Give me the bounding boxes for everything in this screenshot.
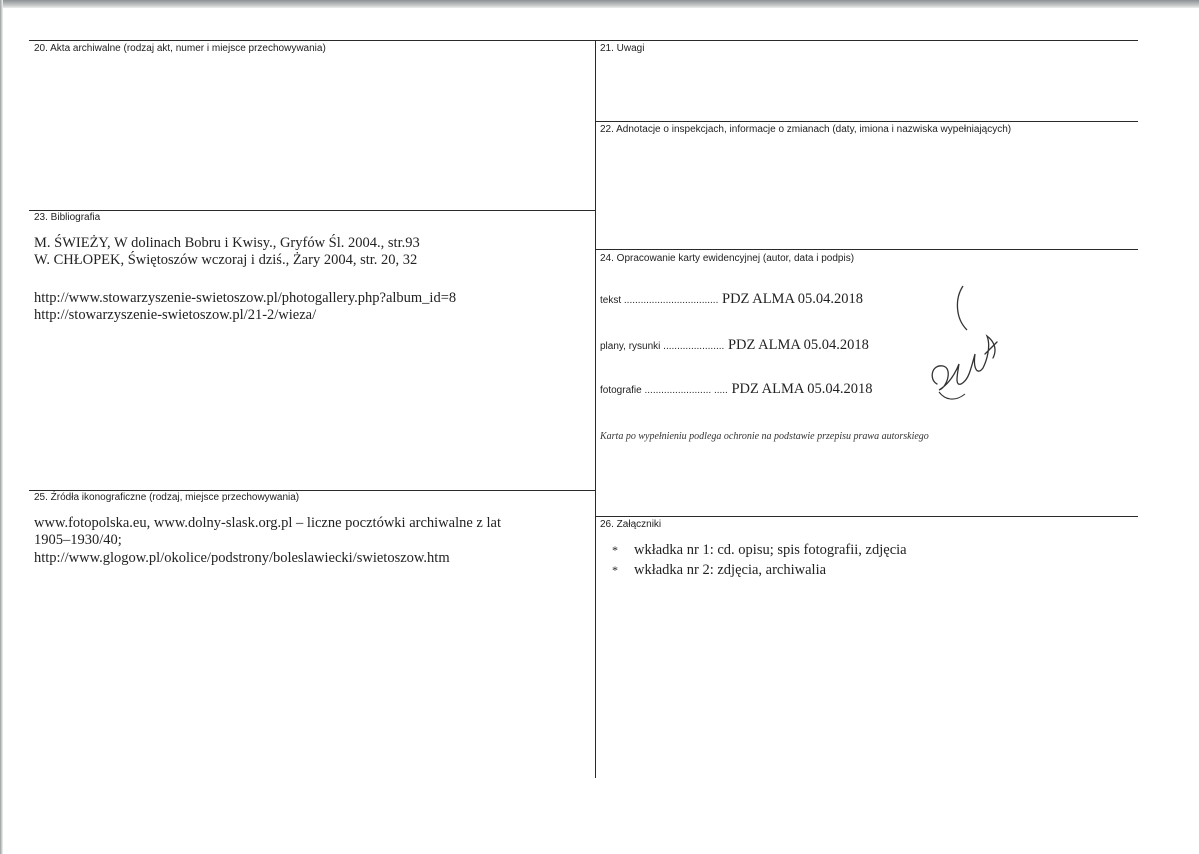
author-row-plany (600, 337, 869, 355)
bibliography-link[interactable]: http://www.stowarzyszenie-swietoszow.pl/photogallery.php?album_id=8 (34, 290, 457, 306)
top-rule (29, 40, 1138, 41)
attachment-item (612, 542, 907, 559)
attachment-item-text: wkładka nr 1: cd. opisu; spis fotografii, zdjęcia (634, 542, 907, 558)
author-row-fotografie (600, 381, 872, 399)
center-divider (595, 40, 596, 778)
author-row-value: PDZ ALMA 05.04.2018 (727, 381, 873, 397)
section-26-label: 26. Załączniki (600, 519, 662, 530)
bibliography-entry: M. ŚWIEŻY, W dolinach Bobru i Kwisy., Gryfów Śl. 2004., str.93 (34, 235, 420, 251)
attachment-item-text: wkładka nr 2: zdjęcia, archiwalia (634, 562, 827, 578)
author-row-dots: ........................ ..... (641, 385, 728, 396)
iconographic-source-line: www.fotopolska.eu, www.dolny-slask.org.pl – liczne pocztówki archiwalne z lat (34, 515, 501, 531)
section-24-label: 24. Opracowanie karty ewidencyjnej (autor, data i podpis) (600, 253, 855, 264)
iconographic-source-line: 1905–1930/40; (34, 532, 122, 548)
author-row-value: PDZ ALMA 05.04.2018 (718, 291, 863, 307)
section-25-label: 25. Źródła ikonograficzne (rodzaj, miejsce przechowywania) (34, 492, 300, 503)
rule-23-25 (29, 490, 595, 491)
bibliography-link[interactable]: http://stowarzyszenie-swietoszow.pl/21-2/wieza/ (34, 307, 317, 323)
rule-24-26 (595, 516, 1138, 517)
iconographic-source-link[interactable]: http://www.glogow.pl/okolice/podstrony/boleslawiecki/swietoszow.htm (34, 550, 450, 566)
scan-edge-left (0, 0, 3, 854)
author-row-key: tekst (600, 295, 622, 306)
author-row-key: plany, rysunki (600, 341, 661, 352)
section-22-label: 22. Adnotacje o inspekcjach, informacje o zmianach (daty, imiona i nazwiska wypełniających) (600, 124, 1012, 135)
rule-22-24 (595, 249, 1138, 250)
author-row-dots: ...................... (660, 341, 725, 352)
bullet-glyph: * (612, 563, 618, 577)
section-20-label: 20. Akta archiwalne (rodzaj akt, numer i miejsce przechowywania) (34, 43, 326, 54)
author-row-dots: .................................. (621, 295, 719, 306)
scan-edge-top (0, 0, 1199, 8)
attachment-item (612, 562, 826, 579)
section-23-label: 23. Bibliografia (34, 212, 101, 223)
author-row-tekst (600, 291, 863, 309)
rule-21-22 (595, 121, 1138, 122)
copyright-note: Karta po wypełnieniu podlega ochronie na podstawie przepisu prawa autorskiego (600, 431, 929, 442)
author-row-key: fotografie (600, 385, 642, 396)
bullet-glyph: * (612, 543, 618, 557)
author-row-value: PDZ ALMA 05.04.2018 (724, 337, 869, 353)
rule-20-23 (29, 210, 595, 211)
handwritten-signature (925, 284, 1005, 414)
section-21-label: 21. Uwagi (600, 43, 645, 54)
bibliography-entry: W. CHŁOPEK, Świętoszów wczoraj i dziś., Żary 2004, str. 20, 32 (34, 252, 418, 268)
